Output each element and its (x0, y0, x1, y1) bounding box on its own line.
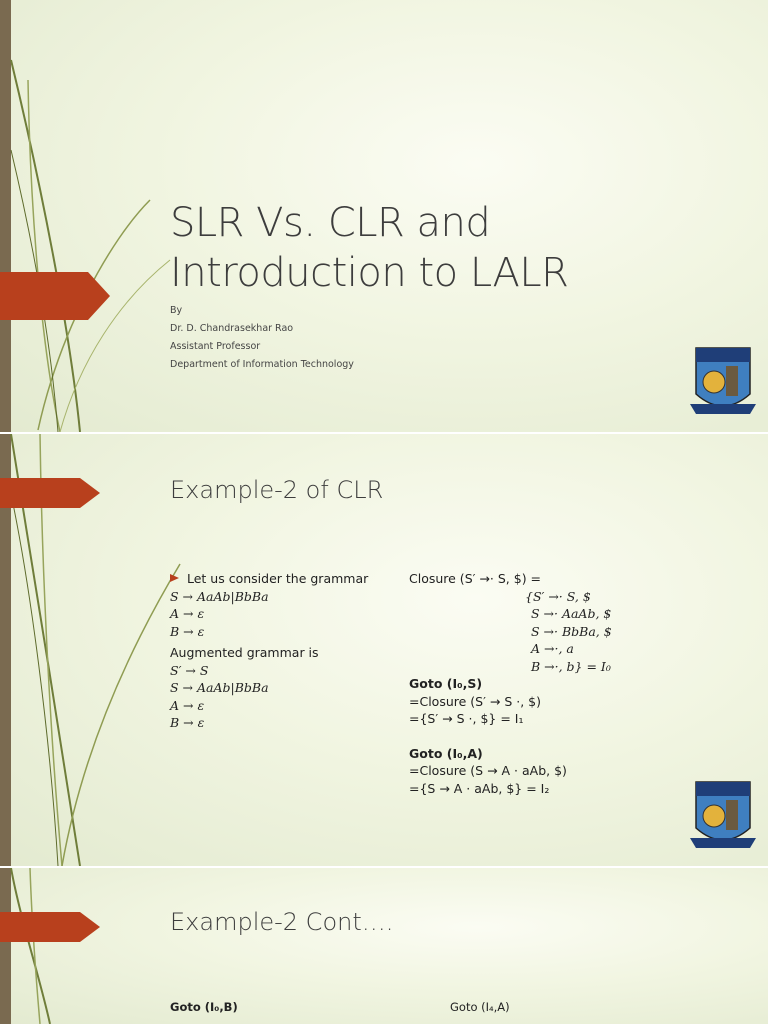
right-column: Closure (S′ →· S, $) = {S′ →· S, $ S →· AaAb, $ S →· BbBa, $ A →·, a B →·, b} = I₀ Goto (I₀,S) =Closure (S′ → S ·, $) ={S′ → S ·, $} = I₁ Goto (I₀,A) =Closure (S → A · aAb, $) ={S → A · aAb, $} = I₂ (409, 571, 612, 796)
university-logo (690, 776, 756, 856)
bullet-icon (170, 574, 179, 582)
university-logo (690, 342, 756, 422)
slide-title: Example-2 Cont…. (170, 908, 394, 936)
bullet-item: Let us consider the grammar (170, 570, 368, 588)
slide-1 (0, 0, 768, 432)
accent-tab (0, 478, 100, 508)
slide-3 (0, 868, 768, 1024)
accent-tab (0, 912, 100, 942)
slide-title: SLR Vs. CLR and Introduction to LALR (170, 200, 569, 296)
accent-tab (0, 272, 110, 320)
goto-heading-left: Goto (I₀,B) (170, 1000, 238, 1014)
slide-title: Example-2 of CLR (170, 476, 384, 504)
closure-items: {S′ →· S, $ S →· AaAb, $ S →· BbBa, $ A →·, a B →·, b} = I₀ (525, 588, 612, 674)
byline: By Dr. D. Chandrasekhar Rao Assistant Professor Department of Information Technology (170, 305, 354, 370)
goto-heading-right: Goto (I₄,A) (450, 1000, 510, 1014)
slide-2 (0, 434, 768, 866)
left-column: Let us consider the grammar S → AaAb|BbBa A → ε B → ε Augmented grammar is S′ → S S → AaAb|BbBa A → ε B → ε (170, 571, 369, 730)
